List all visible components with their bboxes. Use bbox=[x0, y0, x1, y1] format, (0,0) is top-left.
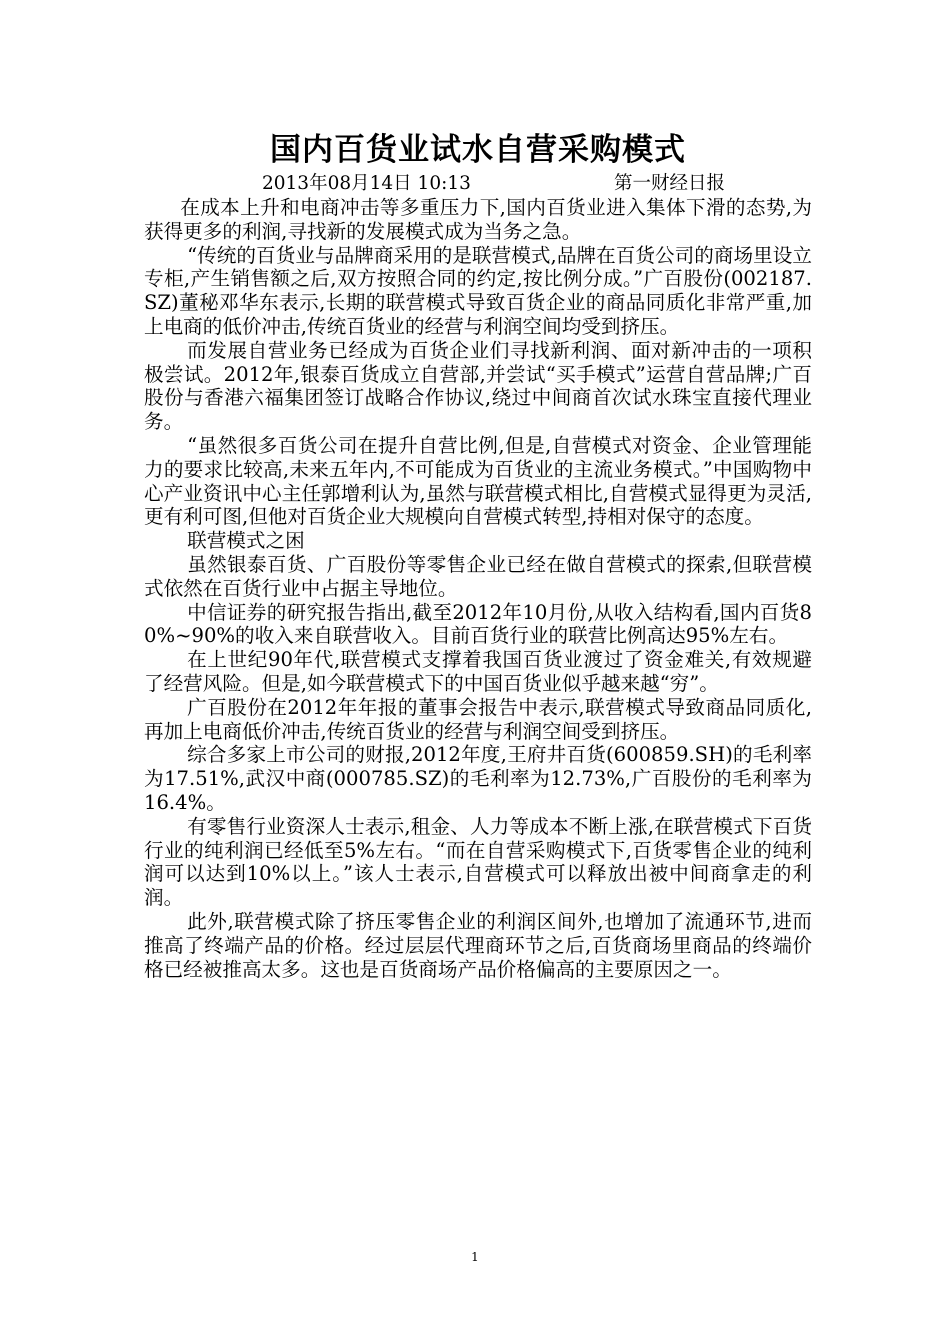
paragraph: 有零售行业资深人士表示,租金、人力等成本不断上涨,在联营模式下百货行业的纯利润已经低至5%左右。“而在自营采购模式下,百货零售企业的纯利润可以达到10%以上。”该人士表示,自营模式可以释放出被中间商拿走的利润。 bbox=[144, 814, 812, 910]
page-number: 1 bbox=[471, 1250, 479, 1264]
paragraph: 综合多家上市公司的财报,2012年度,王府井百货(600859.SH)的毛利率为17.51%,武汉中商(000785.SZ)的毛利率为12.73%,广百股份的毛利率为16.4%。 bbox=[144, 743, 812, 814]
publication-source: 第一财经日报 bbox=[614, 173, 726, 194]
paragraph: “虽然很多百货公司在提升自营比例,但是,自营模式对资金、企业管理能力的要求比较高,未来五年内,不可能成为百货业的主流业务模式。”中国购物中心产业资讯中心主任郭增利认为,虽然与联营模式相比,自营模式显得更为灵活,更有利可图,但他对百货企业大规模向自营模式转型,持相对保守的态度。 bbox=[144, 433, 812, 529]
section-heading: 联营模式之困 bbox=[187, 529, 305, 553]
article bbox=[144, 128, 812, 981]
paragraph: “传统的百货业与品牌商采用的是联营模式,品牌在百货公司的商场里设立专柜,产生销售额之后,双方按照合同的约定,按比例分成。”广百股份(002187.SZ)董秘邓华东表示,长期的联营模式导致百货企业的商品同质化非常严重,加上电商的低价冲击,传统百货业的经营与利润空间均受到挤压。 bbox=[144, 243, 812, 338]
paragraph: 在上世纪90年代,联营模式支撑着我国百货业渡过了资金难关,有效规避了经营风险。但是,如今联营模式下的中国百货业似乎越来越“穷”。 bbox=[144, 648, 812, 695]
publish-date: 2013年08月14日 10:13 bbox=[262, 173, 471, 194]
paragraph: 而发展自营业务已经成为百货企业们寻找新利润、面对新冲击的一项积极尝试。2012年,银泰百货成立自营部,并尝试“买手模式”运营自营品牌;广百股份与香港六福集团签订战略合作协议,绕过中间商首次试水珠宝直接代理业务。 bbox=[144, 338, 812, 434]
paragraph: 中信证券的研究报告指出,截至2012年10月份,从收入结构看,国内百货80%~90%的收入来自联营收入。目前百货行业的联营比例高达95%左右。 bbox=[144, 600, 812, 648]
paragraph: 此外,联营模式除了挤压零售企业的利润区间外,也增加了流通环节,进而推高了终端产品的价格。经过层层代理商环节之后,百货商场里商品的终端价格已经被推高太多。这也是百货商场产品价格偏高的主要原因之一。 bbox=[144, 909, 812, 981]
paragraph: 虽然银泰百货、广百股份等零售企业已经在做自营模式的探索,但联营模式依然在百货行业中占据主导地位。 bbox=[144, 552, 812, 600]
article-title: 国内百货业试水自营采购模式 bbox=[270, 132, 686, 168]
paragraph: 在成本上升和电商冲击等多重压力下,国内百货业进入集体下滑的态势,为获得更多的利润,寻找新的发展模式成为当务之急。 bbox=[144, 196, 812, 243]
paragraph: 广百股份在2012年年报的董事会报告中表示,联营模式导致商品同质化,再加上电商低价冲击,传统百货业的经营与利润空间受到挤压。 bbox=[144, 695, 812, 743]
article-meta bbox=[144, 172, 812, 196]
